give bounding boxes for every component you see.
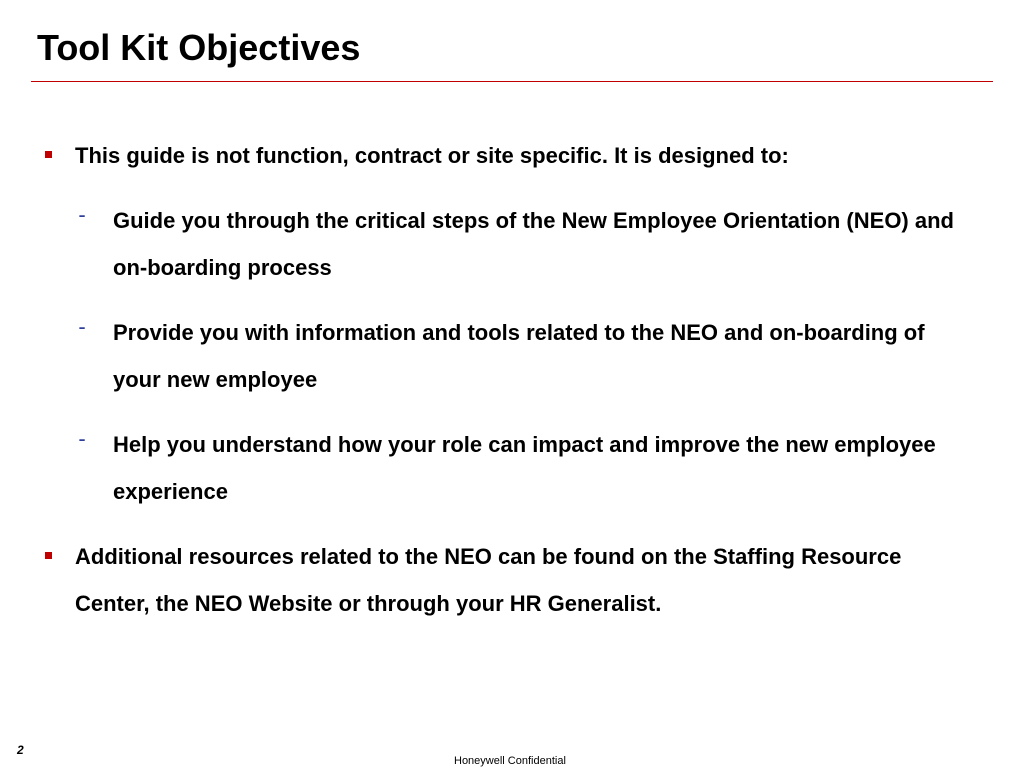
dash-bullet-icon: - (78, 426, 86, 451)
square-bullet-icon (45, 151, 52, 158)
dash-bullet-icon: - (78, 314, 86, 339)
sub-bullet-text: Provide you with information and tools related to the NEO and on-boarding of your new employee (113, 320, 925, 392)
sub-bullet-text: Guide you through the critical steps of the New Employee Orientation (NEO) and on-boarding process (113, 208, 954, 280)
bullet-item (75, 132, 975, 179)
page-number: 2 (17, 743, 24, 757)
bullet-text: Additional resources related to the NEO can be found on the Staffing Resource Center, the NEO Website or through your HR Generalist. (75, 544, 902, 616)
sub-bullet-item (78, 421, 963, 515)
bullet-item (75, 533, 925, 627)
bullet-text: This guide is not function, contract or site specific. It is designed to: (75, 143, 789, 168)
dash-bullet-icon: - (78, 202, 86, 227)
footer-confidential: Honeywell Confidential (454, 755, 566, 767)
sub-bullet-item (78, 197, 983, 291)
sub-bullet-text: Help you understand how your role can impact and improve the new employee experience (113, 432, 936, 504)
slide-title: Tool Kit Objectives (37, 27, 361, 68)
square-bullet-icon (45, 552, 52, 559)
sub-bullet-item (78, 309, 928, 403)
